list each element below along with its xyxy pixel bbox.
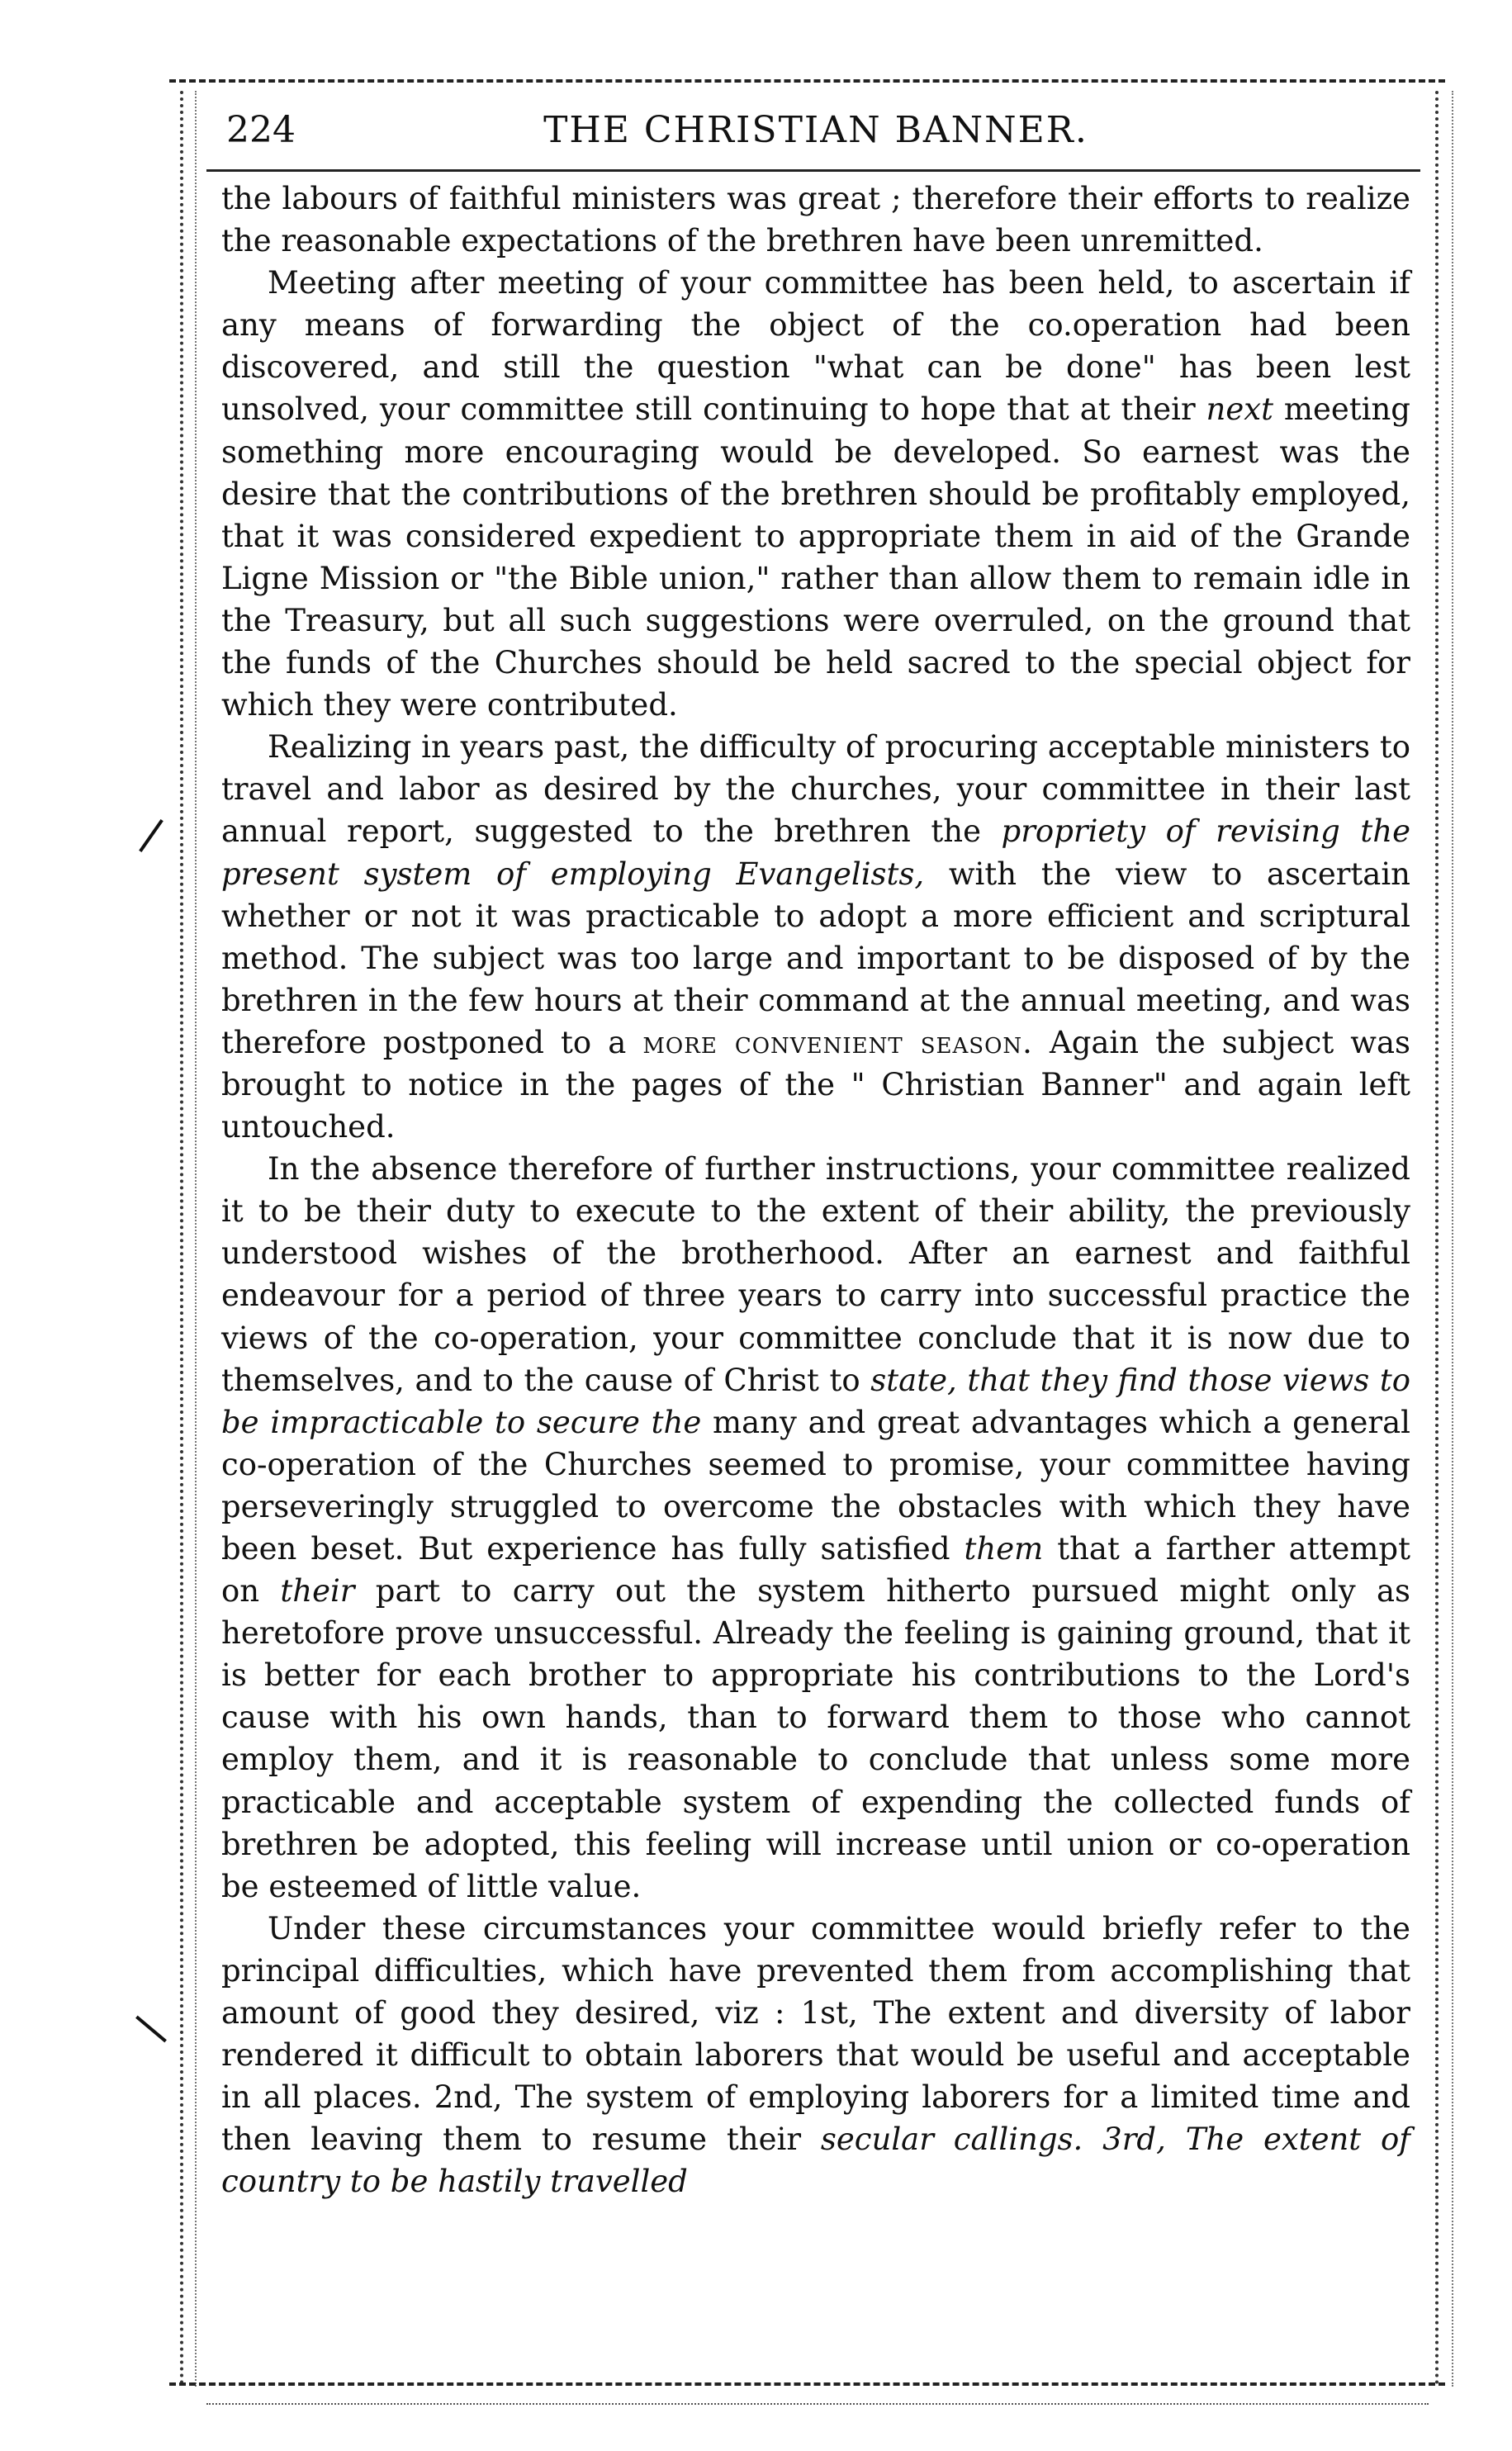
italic-text: their: [280, 1573, 355, 1610]
margin-pencil-mark: [135, 2016, 167, 2043]
paragraph: [221, 262, 1410, 726]
italic-text: next: [1206, 391, 1273, 428]
paragraph-text: Realizing in years past, the difficulty of procuring acceptable ministers to travel and labor as desired by the churches, your committee in their last annual report, suggested to the brethren the: [221, 729, 1410, 850]
right-border-rule-inner: [1452, 91, 1453, 2387]
small-caps-text: more convenient season.: [642, 1024, 1033, 1060]
paragraph-text: Again the subject was brought to notice in the pages of the " Christian Banner" and again left untouched.: [221, 1024, 1411, 1145]
paragraph-text: meeting something more encouraging would be developed. So earnest was the desire that the contributions of the brethren should be profitably employed, that it was considered expedient to appropriate them in aid of the Grande Ligne Mission or "the Bible union," rather than allow them to remain idle in the Treasury, but all such suggestions were overruled, on the ground that the funds of the Churches should be held sacred to the special object for which they were contributed.: [221, 391, 1410, 723]
paragraph: [221, 726, 1410, 1148]
paragraph: [221, 178, 1410, 262]
paragraph-text: part to carry out the system hitherto pursued might only as heretofore prove unsuccessful. Already the feeling is gaining ground, that it is better for each brother to appropriate his contributions to the Lord's cause with his own hands, than to forward them to those who cannot employ them, and it is reasonable to conclude that unless some more practicable and acceptable system of expending the collected funds of brethren be adopted, this feeling will increase until union or co-operation be esteemed of little value.: [221, 1573, 1410, 1904]
paragraph: [221, 1908, 1410, 2203]
paragraph-text: Under these circumstances your committee would briefly refer to the principal difficulties, which have prevented them from accomplishing that amount of good they desired, viz : 1st, The extent and diversity of labor rendered it difficult to obtain laborers that would be useful and acceptable in all places. 2nd, The system of employing laborers for a limited time and then leaving them to resume their: [221, 1910, 1410, 2158]
paragraph-text: Meeting after meeting of your committee has been held, to ascertain if any means of forwarding the object of the co.operation had been discovered, and still the question "what can be done" has been lest unsolved, your committee still continuing to hope that at their: [221, 265, 1410, 428]
margin-pencil-mark: [139, 819, 164, 852]
header-rule: [206, 169, 1420, 172]
italic-text: them: [964, 1531, 1044, 1567]
article-body: [221, 178, 1410, 2203]
paragraph-text: with the view to ascertain whether or not it was practicable to adopt a more efficient and scriptural method. The subject was too large and important to be disposed of by the brethren in the few hours at their command at the annual meeting, and was therefore postponed to a: [221, 856, 1410, 1060]
italic-text: secular callings.: [820, 2122, 1083, 2158]
italic-text: state, that they find those views to be impracticable to secure the: [221, 1362, 1410, 1440]
left-border-rule-inner: [195, 91, 197, 2387]
left-border-rule: [180, 91, 183, 2387]
paragraph-text: many and great advantages which a general co-operation of the Churches seemed to promise, your committee having perseveringly struggled to overcome the obstacles with which they have been beset. But experience has fully satisfied: [221, 1404, 1411, 1567]
paragraph: [221, 1148, 1410, 1908]
paragraph-text: In the absence therefore of further instructions, your committee realized it to be their duty to execute to the extent of their ability, the previously understood wishes of the brotherhood. After an earnest and faithful endeavour for a period of three years to carry into successful practice the views of the co-operation, your committee conclude that it is now due to themselves, and to the cause of Christ to: [221, 1151, 1410, 1398]
paragraph-text: that a farther attempt on: [221, 1531, 1410, 1610]
page-header: [221, 106, 1410, 160]
top-border-rule: [169, 79, 1445, 83]
italic-text: propriety of revising the present system of employing Evangelists,: [221, 813, 1411, 892]
paragraph-text: the labours of faithful ministers was great ; therefore their efforts to realize the reasonable expectations of the brethren have been unremitted.: [221, 181, 1410, 259]
running-title: THE CHRISTIAN BANNER.: [543, 109, 1088, 151]
bottom-border-rule: [169, 2382, 1445, 2386]
bottom-border-rule-inner: [206, 2403, 1429, 2405]
right-border-rule: [1435, 91, 1439, 2387]
page-number: 224: [226, 109, 296, 151]
italic-text: 3rd, The extent of country to be hastily travelled: [221, 2122, 1410, 2200]
